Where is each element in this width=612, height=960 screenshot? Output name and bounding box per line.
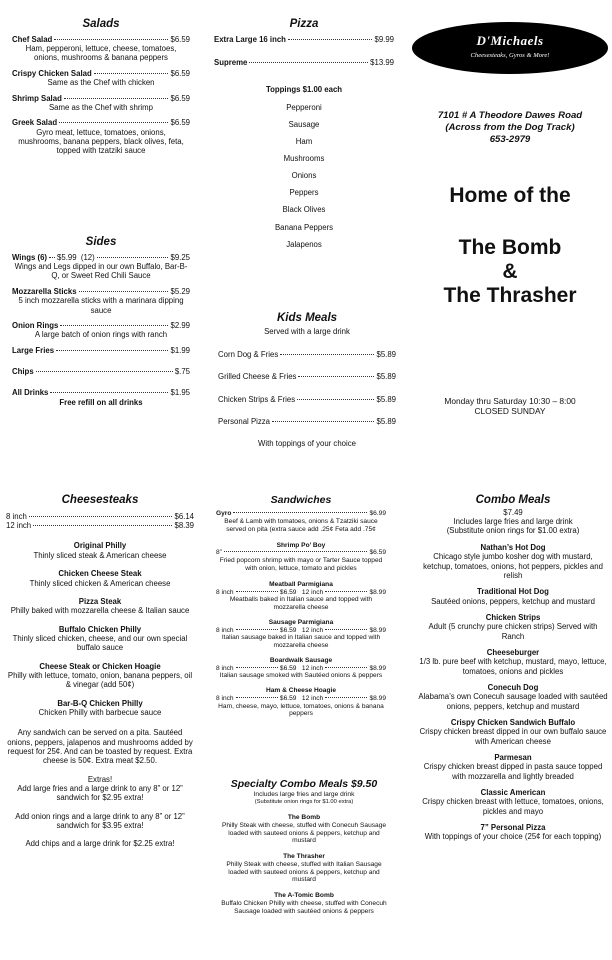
item-size: 12 inch	[301, 588, 324, 596]
item-size: 8 inch	[216, 664, 234, 672]
item-name: Chef Salad	[12, 34, 53, 44]
combo-meals-section	[418, 494, 608, 934]
item-description: Crispy chicken breast with lettuce, tomatoes, onions, pickles and mayo	[422, 797, 604, 816]
refill-note: Free refill on all drinks	[59, 397, 143, 407]
topping: Jalapenos	[286, 239, 322, 249]
toppings-heading: Toppings $1.00 each	[265, 85, 343, 95]
extras-note: Add chips and a large drink for $2.25 extra!	[25, 839, 175, 849]
item-name: Meatball Parmigiana	[269, 580, 333, 588]
item-price: $6.59	[170, 68, 190, 78]
kids-meals-subtitle: Served with a large drink	[264, 326, 350, 336]
headline-bomb: The Bomb	[458, 236, 562, 260]
menu-item	[216, 853, 392, 884]
item-price: $6.59	[170, 34, 190, 44]
item-name: The Thrasher	[283, 853, 325, 861]
menu-item	[6, 662, 194, 690]
item-name: Bar-B-Q Chicken Philly	[57, 698, 143, 708]
item-name: Classic American	[480, 788, 546, 798]
item-name: Ham & Cheese Hoagie	[266, 687, 336, 695]
item-name: Personal Pizza	[218, 417, 271, 427]
item-price: $8.99	[369, 626, 386, 634]
item-name: Chicken Cheese Steak	[58, 569, 142, 579]
item-name: Cheese Steak or Chicken Hoagie	[39, 661, 161, 671]
address-line: 7101 # A Theodore Dawes Road	[437, 110, 583, 121]
item-description: Italian sausage smoked with Sautéed onions & peppers	[219, 672, 383, 680]
item-size: (12)	[80, 252, 95, 262]
item-description: Alabama’s own Conecuh sausage loaded with sautéed onions, peppers, ketchup and mustard	[418, 692, 608, 711]
menu-item	[418, 823, 608, 842]
item-name: Chicken Strips	[485, 612, 541, 622]
hours-block	[412, 396, 608, 420]
item-description: Same as the Chef with shrimp	[48, 102, 153, 112]
item-name: Conecuh Dog	[487, 682, 539, 692]
item-description: Crispy chicken breast dipped in our own buffalo sauce with American cheese	[419, 727, 607, 746]
menu-item	[12, 367, 190, 376]
item-price: $5.29	[170, 286, 190, 296]
item-description: Italian sausage baked in Italian sauce and topped with mozzarella cheese	[221, 634, 381, 650]
item-name: Sausage Parmigiana	[268, 618, 334, 626]
item-name: The A-Tomic Bomb	[274, 892, 334, 900]
hours-closed: CLOSED SUNDAY	[474, 406, 546, 417]
topping: Onions	[291, 171, 317, 181]
sandwiches-heading: Sandwiches	[270, 494, 332, 506]
topping: Black Olives	[282, 205, 326, 215]
sandwiches-section	[216, 494, 386, 774]
combo-substitute: (Substitute onion rings for $1.00 extra)	[446, 526, 580, 536]
item-name: The Bomb	[287, 813, 321, 821]
item-name: Original Philly	[73, 541, 127, 551]
item-price: $6.59	[170, 118, 190, 128]
menu-item	[12, 35, 190, 63]
menu-item-gyro	[216, 510, 386, 533]
sides-heading: Sides	[85, 236, 117, 248]
item-description: A large batch of onion rings with ranch	[34, 330, 168, 340]
menu-item	[214, 35, 394, 44]
item-description: Ham, cheese, mayo, lettuce, tomatoes, onions & banana peppers	[218, 702, 384, 718]
specialty-combo-section	[216, 778, 392, 950]
kids-meals-heading: Kids Meals	[276, 312, 338, 324]
item-price: $6.59	[279, 664, 297, 672]
item-name: Extra Large 16 inch	[214, 34, 286, 44]
item-description: Same as the Chef with chicken	[47, 78, 155, 88]
item-price: $5.89	[376, 394, 396, 404]
salads-section	[12, 18, 190, 233]
item-description: 5 inch mozzarella sticks with a marinara dipping sauce	[18, 296, 184, 315]
size-price-value: $6.14	[174, 511, 194, 521]
item-description: With toppings of your choice (25¢ for each topping)	[424, 832, 602, 842]
item-name: Boardwalk Sausage	[269, 656, 333, 664]
item-name: Gyro	[216, 510, 232, 518]
item-size: 12 inch	[301, 626, 324, 634]
sides-section	[12, 236, 190, 456]
item-name: All Drinks	[12, 388, 49, 398]
pizza-heading: Pizza	[289, 18, 319, 30]
menu-item	[12, 388, 190, 397]
item-name: Parmesan	[494, 753, 532, 763]
item-description: Philly Steak with cheese, stuffed with Conecuh Sausage loaded with sauteed onions & peppers, ketchup and mustard	[221, 821, 387, 845]
item-description: Sautéed onions, peppers, ketchup and mustard	[431, 596, 595, 606]
combo-meals-heading: Combo Meals	[475, 494, 551, 506]
item-price: $1.95	[170, 388, 190, 398]
item-price: $13.99	[370, 58, 394, 68]
extras-heading: Extras!	[87, 774, 113, 784]
size-name: 12 inch	[6, 521, 32, 531]
size-price	[6, 512, 194, 521]
item-price: $6.59	[279, 694, 297, 702]
logo-name: D'Michaels	[476, 33, 544, 48]
topping: Banana Peppers	[274, 222, 334, 232]
item-price: $8.99	[369, 664, 386, 672]
item-name: Chips	[12, 366, 34, 376]
menu-item	[6, 541, 194, 560]
item-size: 12 inch	[301, 694, 324, 702]
headline	[412, 184, 608, 334]
menu-item-wings	[12, 253, 190, 281]
item-name: Supreme	[214, 58, 248, 68]
menu-item	[12, 321, 190, 340]
item-price: $1.99	[170, 345, 190, 355]
cheesesteaks-section	[6, 494, 194, 934]
item-price: $8.99	[369, 694, 386, 702]
item-description: Chicago style jumbo kosher dog with mustard, ketchup, tomatoes, onions, hot peppers, pickles and relish	[423, 552, 603, 580]
menu-item	[216, 581, 386, 612]
item-price: $.75	[174, 366, 190, 376]
address-block	[412, 110, 608, 152]
item-description: Crispy chicken breast dipped in pasta sauce topped with mozzarella and lightly breaded	[423, 762, 603, 781]
item-name: Large Fries	[12, 345, 55, 355]
item-name: Buffalo Chicken Philly	[58, 624, 142, 634]
logo-tagline: Cheesesteaks, Gyros & More!	[470, 51, 550, 59]
size-name: 8 inch	[6, 511, 27, 521]
item-description: Chicken Philly with barbecue sauce	[38, 707, 162, 717]
item-description: Wings and Legs dipped in our own Buffalo, Bar-B-Q, or Sweet Red Chili Sauce	[14, 262, 188, 281]
menu-item	[6, 625, 194, 653]
item-name: Onion Rings	[12, 320, 59, 330]
logo	[412, 22, 608, 74]
cheesesteaks-heading: Cheesesteaks	[61, 494, 139, 506]
specialty-combo-heading: Specialty Combo Meals $9.50	[230, 778, 378, 790]
item-size: 8 inch	[216, 626, 234, 634]
menu-item	[418, 543, 608, 580]
pizza-section	[214, 18, 394, 263]
topping: Pepperoni	[286, 102, 322, 112]
combo-subtitle: Includes large fries and large drink	[453, 517, 573, 527]
item-name: Cheeseburger	[486, 647, 540, 657]
item-price: $6.59	[279, 626, 297, 634]
item-description: 1/3 lb. pure beef with ketchup, mustard, mayo, lettuce, tomatoes, onions and pickles	[419, 657, 607, 676]
item-name: 7” Personal Pizza	[480, 823, 546, 833]
size-price	[6, 521, 194, 530]
item-description: Ham, pepperoni, lettuce, cheese, tomatoes, onions, mushrooms & banana peppers	[25, 44, 177, 63]
menu-item	[418, 683, 608, 711]
headline-home: Home of the	[449, 184, 571, 207]
item-size: 8”	[216, 549, 222, 557]
item-name: Crispy Chicken Salad	[12, 68, 92, 78]
address-landmark: (Across from the Dog Track)	[445, 121, 575, 133]
extras-note: Add large fries and a large drink to any 8” or 12” sandwich for $2.95 extra!	[17, 784, 183, 803]
menu-item	[418, 587, 608, 606]
menu-item	[218, 395, 396, 404]
item-name: Mozzarella Sticks	[12, 286, 77, 296]
menu-item	[418, 788, 608, 816]
item-price: $5.89	[376, 350, 396, 360]
item-description: Philly baked with mozzarella cheese & Italian sauce	[10, 606, 190, 616]
item-description: Fried popcorn shrimp with mayo or Tarter Sauce topped with onion, lettuce, tomato and pickles	[219, 557, 383, 572]
item-description: Thinly sliced steak & American cheese	[33, 550, 167, 560]
hours-days: Monday thru Saturday 10:30 – 8:00	[444, 396, 576, 406]
item-name: Greek Salad	[12, 118, 58, 128]
item-size: 8 inch	[216, 588, 234, 596]
item-size: 12 inch	[301, 664, 324, 672]
menu-item	[216, 657, 386, 680]
item-name: Shrimp Po’ Boy	[276, 541, 326, 549]
menu-item	[6, 699, 194, 718]
menu-item	[216, 814, 392, 845]
menu-item	[214, 58, 394, 67]
item-description: Adult (5 crunchy pure chicken strips) Served with Ranch	[428, 622, 598, 641]
item-name: Nathan’s Hot Dog	[480, 542, 546, 552]
item-price: $6.59	[279, 588, 297, 596]
size-price-value: $8.39	[174, 521, 194, 531]
item-name: Wings (6)	[12, 252, 48, 262]
item-price: $9.25	[170, 252, 190, 262]
item-price: $5.89	[376, 372, 396, 382]
item-name: Shrimp Salad	[12, 93, 62, 103]
item-price: $2.99	[170, 320, 190, 330]
menu-item	[6, 597, 194, 616]
item-name: Chicken Strips & Fries	[218, 394, 296, 404]
headline-thrasher: The Thrasher	[443, 284, 577, 308]
kids-meals-section	[218, 312, 396, 462]
menu-item	[216, 687, 386, 718]
topping: Ham	[295, 136, 313, 146]
item-price: $5.89	[376, 417, 396, 427]
item-description: Gyro meat, lettuce, tomatoes, onions, mushrooms, banana peppers, black olives, feta, topped with tzatziki sauce	[18, 127, 184, 156]
item-name: Grilled Cheese & Fries	[218, 372, 297, 382]
menu-item	[418, 648, 608, 676]
item-name: Corn Dog & Fries	[218, 350, 279, 360]
item-name: Pizza Steak	[78, 596, 122, 606]
menu-item	[12, 346, 190, 355]
item-description: Thinly sliced chicken & American cheese	[29, 578, 171, 588]
topping: Sausage	[288, 119, 320, 129]
menu-item	[12, 94, 190, 113]
menu-item	[218, 417, 396, 426]
kids-meals-note: With toppings of your choice	[258, 438, 356, 448]
item-price: $6.59	[369, 549, 386, 557]
menu-item	[218, 350, 396, 359]
menu-item	[216, 619, 386, 650]
menu-item	[12, 69, 190, 88]
menu-item	[12, 287, 190, 315]
specialty-combo-subtitle: Includes large fries and large drink	[253, 791, 355, 799]
item-name: Traditional Hot Dog	[477, 587, 549, 597]
item-description: Buffalo Chicken Philly with cheese, stuffed with Conecuh Sausage loaded with sautéed onions & peppers	[221, 899, 387, 915]
menu-item	[418, 718, 608, 746]
item-price: $8.99	[369, 588, 386, 596]
menu-item	[218, 372, 396, 381]
item-description: Philly Steak with cheese, stuffed with Italian Sausage loaded with sauteed onions & peppers, ketchup and mustard	[226, 860, 382, 884]
menu-item	[418, 613, 608, 641]
menu-item-shrimp-po-boy	[216, 542, 386, 573]
phone-number: 653-2979	[489, 133, 531, 145]
item-description: Thinly sliced chicken, cheese, and our own special buffalo sauce	[12, 633, 188, 653]
headline-amp: &	[502, 260, 518, 284]
item-size: 8 inch	[216, 694, 234, 702]
topping: Mushrooms	[283, 154, 325, 164]
item-price: $6.59	[170, 93, 190, 103]
menu-item	[6, 569, 194, 588]
combo-price: $7.49	[503, 507, 523, 517]
specialty-combo-substitute: (Substitute onion rings for $1.00 extra)	[254, 799, 354, 806]
item-description: Meatballs baked in Italian sauce and topped with mozzarella cheese	[229, 596, 373, 612]
item-description: Philly with lettuce, tomato, onion, banana peppers, oil & vinegar (add 50¢)	[7, 670, 193, 690]
sandwich-note: Any sandwich can be served on a pita. Sautéed onions, peppers, jalapenos and mushrooms added by request for 25¢. And can be toasted by request. Extra cheese is 50¢. Extra meat $2.50.	[7, 728, 193, 766]
item-name: Crispy Chicken Sandwich Buffalo	[450, 717, 576, 727]
item-price: $6.99	[369, 510, 386, 518]
salads-heading: Salads	[82, 18, 120, 30]
topping: Peppers	[289, 188, 319, 198]
item-price: $5.99	[57, 252, 77, 262]
extras-note: Add onion rings and a large drink to any 8” or 12” sandwich for $3.95 extra!	[15, 811, 185, 831]
item-description: Beef & Lamb with tomatoes, onions & Tzatziki sauce served on pita (extra sauce add .25¢ Feta add .75¢	[224, 518, 378, 533]
menu-item	[418, 753, 608, 781]
item-price: $9.99	[374, 34, 394, 44]
menu-item	[12, 118, 190, 155]
menu-item	[216, 892, 392, 915]
